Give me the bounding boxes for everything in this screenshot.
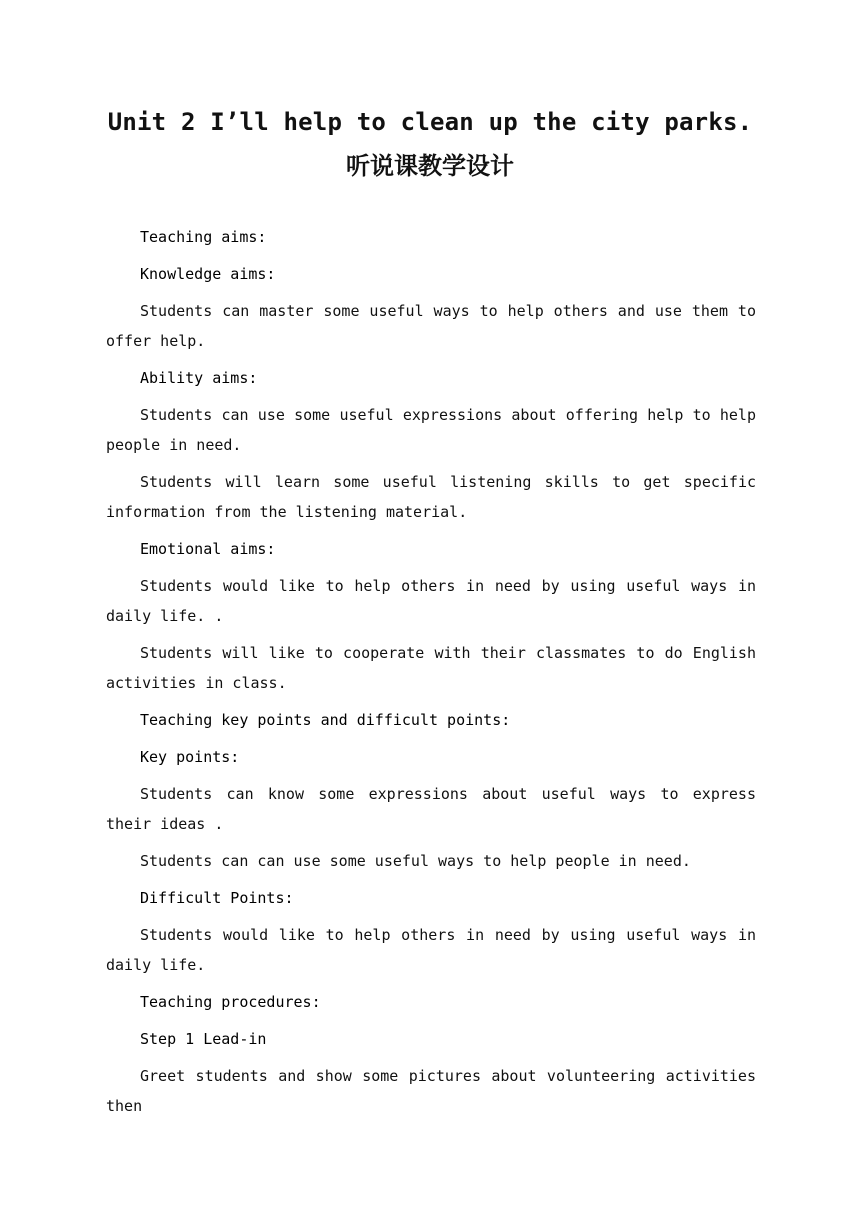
paragraph-emotional-aim-1: Students would like to help others in need by using useful ways in daily life. . (106, 577, 756, 625)
paragraph-ability-aim-1: Students can use some useful expressions about offering help to help people in need. (106, 406, 756, 454)
paragraph-key-point-1: Students can know some expressions about useful ways to express their ideas . (106, 785, 756, 833)
paragraph-difficult-point: Students would like to help others in need by using useful ways in daily life. (106, 926, 756, 974)
heading-step-1-lead-in: Step 1 Lead-in (140, 1030, 267, 1048)
heading-key-and-difficult-points: Teaching key points and difficult points: (140, 711, 511, 729)
document-title-chinese: 听说课教学设计 (346, 152, 514, 180)
paragraph-emotional-aim-2: Students will like to cooperate with their classmates to do English activities in class. (106, 644, 756, 692)
paragraph-ability-aim-2: Students will learn some useful listening skills to get specific information from the listening material. (106, 473, 756, 521)
heading-teaching-procedures: Teaching procedures: (140, 993, 321, 1011)
heading-knowledge-aims: Knowledge aims: (140, 265, 276, 283)
paragraph-step-1: Greet students and show some pictures about volunteering activities then (106, 1067, 756, 1115)
paragraph-key-point-2: Students can can use some useful ways to help people in need. (140, 852, 691, 870)
heading-emotional-aims: Emotional aims: (140, 540, 276, 558)
heading-difficult-points: Difficult Points: (140, 889, 294, 907)
heading-teaching-aims: Teaching aims: (140, 228, 267, 246)
document-title-english: Unit 2 I’ll help to clean up the city parks. (107, 108, 753, 136)
heading-ability-aims: Ability aims: (140, 369, 258, 387)
paragraph-knowledge-aim: Students can master some useful ways to help others and use them to offer help. (106, 302, 756, 350)
document-body (106, 222, 756, 1128)
heading-key-points: Key points: (140, 748, 240, 766)
